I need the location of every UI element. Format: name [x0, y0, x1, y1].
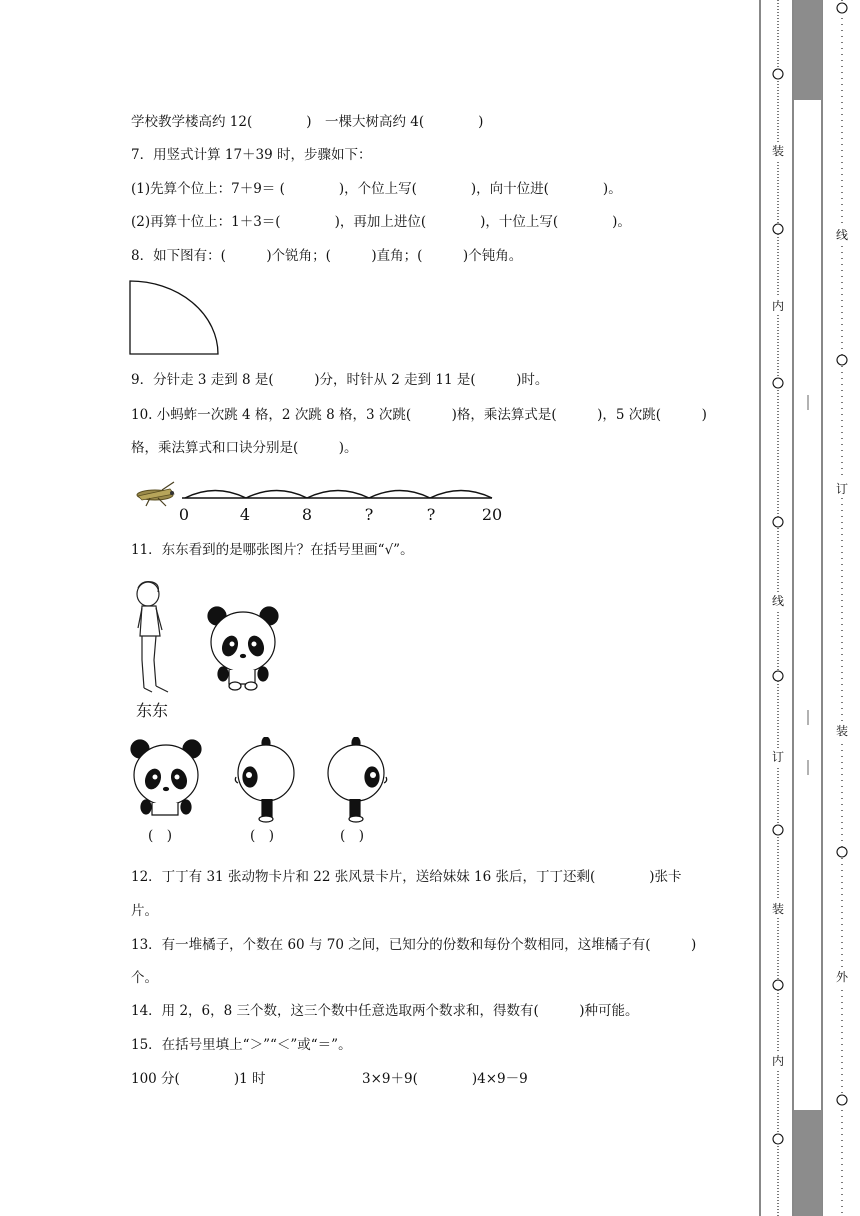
panda-option-side-left — [232, 737, 302, 823]
binding-inner-char-2: 内 — [771, 299, 784, 313]
panda-option-side-right — [322, 737, 392, 823]
q13-line1: 13．有一堆橘子，个数在 60 与 70 之间，已知分的份数和每份个数相同，这堆橘子有( ) — [131, 937, 697, 953]
binding-inner-char-3: 线 — [771, 594, 784, 608]
panda-option-front — [128, 737, 208, 823]
choice-bracket-1[interactable]: ( ) — [148, 828, 173, 844]
nl-label-8: 8 — [301, 505, 313, 524]
grasshopper-icon — [137, 482, 174, 506]
binding-outer-char-3: 装 — [835, 724, 848, 738]
binding-outer-char-4: 外 — [835, 970, 848, 984]
q7-step1: (1)先算个位上：7＋9＝ ( )，个位上写( )，向十位进( )。 — [131, 181, 622, 197]
quarter-circle-figure — [128, 278, 222, 358]
q10-line1: 10. 小蚂蚱一次跳 4 格，2 次跳 8 格，3 次跳( )格，乘法算式是( )，5 次跳( ) — [131, 407, 707, 423]
nl-label-20: 20 — [481, 505, 503, 524]
binding-strip — [758, 0, 860, 1216]
q7-title: 7．用竖式计算 17＋39 时，步骤如下： — [131, 147, 372, 163]
q15-item-b: 3×9＋9( )4×9－9 — [362, 1071, 528, 1087]
q6-line: 学校教学楼高约 12( ) 一棵大树高约 4( ) — [131, 114, 484, 130]
binding-inner-char-6: 内 — [771, 1054, 784, 1068]
q13-line2: 个。 — [131, 970, 158, 986]
choice-bracket-3[interactable]: ( ) — [340, 828, 365, 844]
dongdong-label: 东东 — [136, 701, 169, 720]
q14-line: 14．用 2，6，8 三个数，这三个数中任意选取两个数求和，得数有( )种可能。 — [131, 1003, 639, 1019]
q12-line2: 片。 — [131, 903, 158, 919]
nl-label-q1: ? — [364, 505, 374, 524]
q9-line: 9．分针走 3 走到 8 是( )分，时针从 2 走到 11 是( )时。 — [131, 372, 549, 388]
q7-step2: (2)再算十位上：1＋3＝( )，再加上进位( )，十位上写( )。 — [131, 214, 631, 230]
binding-inner-char-5: 装 — [771, 902, 784, 916]
grasshopper-number-line — [130, 476, 510, 526]
q15-item-a: 100 分( )1 时 — [131, 1071, 266, 1087]
boy-dongdong-figure — [128, 578, 178, 700]
q12-line1: 12．丁丁有 31 张动物卡片和 22 张风景卡片，送给妹妹 16 张后，丁丁还剩( )张卡 — [131, 869, 682, 885]
binding-inner-char-1: 装 — [771, 144, 784, 158]
panda-reference-figure — [205, 604, 285, 692]
q8-title: 8．如下图有：( )个锐角；( )直角；( )个钝角。 — [131, 248, 523, 264]
nl-label-4: 4 — [239, 505, 251, 524]
nl-label-0: 0 — [178, 505, 190, 524]
binding-inner-char-4: 订 — [771, 750, 784, 764]
q15-line: 15．在括号里填上“＞”“＜”或“＝”。 — [131, 1037, 352, 1053]
q10-line2: 格，乘法算式和口诀分别是( )。 — [131, 440, 358, 456]
choice-bracket-2[interactable]: ( ) — [250, 828, 275, 844]
nl-label-q2: ? — [426, 505, 436, 524]
q11-line: 11．东东看到的是哪张图片？在括号里画“√”。 — [131, 542, 414, 558]
binding-outer-char-2: 订 — [835, 482, 848, 496]
binding-outer-char-1: 线 — [835, 228, 848, 242]
